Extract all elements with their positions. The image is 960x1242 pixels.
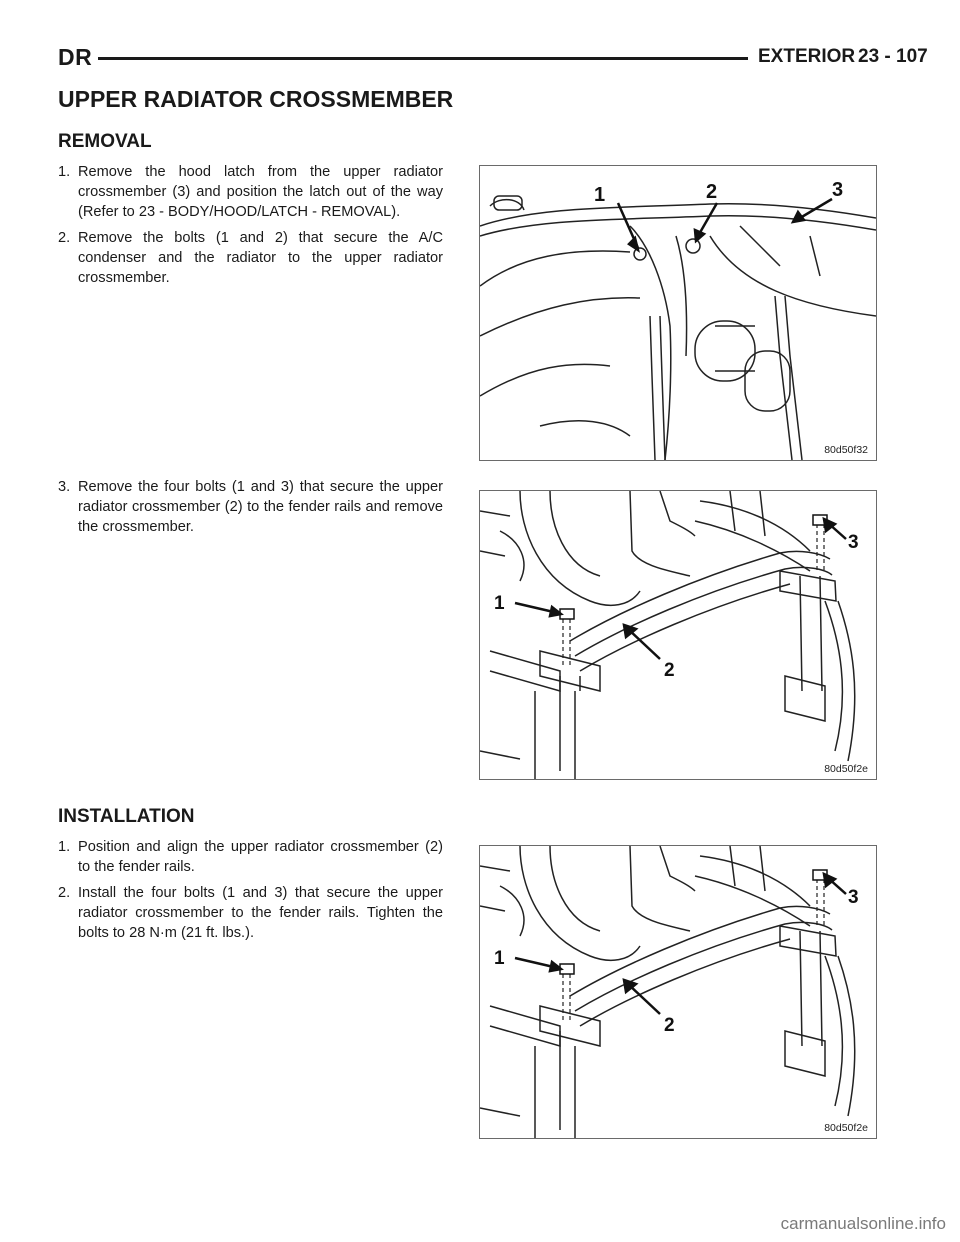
figure-callout: 2 <box>706 181 718 203</box>
step-text: Remove the four bolts (1 and 3) that secure the upper radiator crossmember (2) to the fender rails and remove the crossmember. <box>78 479 443 535</box>
figure-crossmember-installation <box>479 845 877 1139</box>
removal-step <box>58 477 443 537</box>
figure-callout: 2 <box>664 660 675 681</box>
header-rule <box>98 57 748 60</box>
figure-code: 80d50f2e <box>824 763 868 775</box>
step-text: Install the four bolts (1 and 3) that secure the upper radiator crossmember to the fender rails. Tighten the bolts to 28 N·m (21 ft. lbs.). <box>78 885 443 941</box>
watermark: carmanualsonline.info <box>780 1214 946 1233</box>
step-number: 2. <box>58 885 71 901</box>
step-text: Remove the hood latch from the upper radiator crossmember (3) and position the latch out of the way (Refer to 23 - BODY/HOOD/LATCH - REMOVAL). <box>78 164 443 220</box>
figure-callout: 1 <box>494 948 505 969</box>
step-number: 2. <box>58 230 71 246</box>
figure-code: 80d50f32 <box>824 444 868 456</box>
figure-callout: 1 <box>494 593 505 614</box>
crossmember-installation-illustration <box>480 846 876 1138</box>
figure-crossmember-removal <box>479 490 877 780</box>
installation-step <box>58 837 443 877</box>
step-text: Position and align the upper radiator crossmember (2) to the fender rails. <box>78 839 443 875</box>
figure-callout: 3 <box>848 887 859 908</box>
figure-callout: 1 <box>594 184 606 206</box>
condenser-bolt-illustration <box>480 166 876 460</box>
step-number: 1. <box>58 164 71 180</box>
figure-code: 80d50f2e <box>824 1122 868 1134</box>
removal-steps-b <box>58 477 443 543</box>
removal-heading: REMOVAL <box>58 131 152 152</box>
figure-callout: 2 <box>664 1015 675 1036</box>
installation-heading: INSTALLATION <box>58 806 195 827</box>
installation-steps <box>58 837 443 949</box>
removal-steps-a <box>58 162 443 294</box>
crossmember-removal-illustration <box>480 491 876 779</box>
header-section: EXTERIOR <box>758 46 856 67</box>
page-title: UPPER RADIATOR CROSSMEMBER <box>58 86 454 112</box>
header-page-number: 23 - 107 <box>858 46 928 67</box>
installation-step <box>58 883 443 943</box>
figure-callout: 3 <box>832 179 844 201</box>
page-header <box>58 44 928 74</box>
removal-step <box>58 228 443 288</box>
figure-callout: 3 <box>848 532 859 553</box>
step-number: 3. <box>58 479 71 495</box>
figure-condenser-bolts <box>479 165 877 461</box>
removal-step <box>58 162 443 222</box>
step-text: Remove the bolts (1 and 2) that secure the A/C condenser and the radiator to the upper radiator crossmember. <box>78 230 443 286</box>
step-number: 1. <box>58 839 71 855</box>
header-model: DR <box>58 44 93 70</box>
